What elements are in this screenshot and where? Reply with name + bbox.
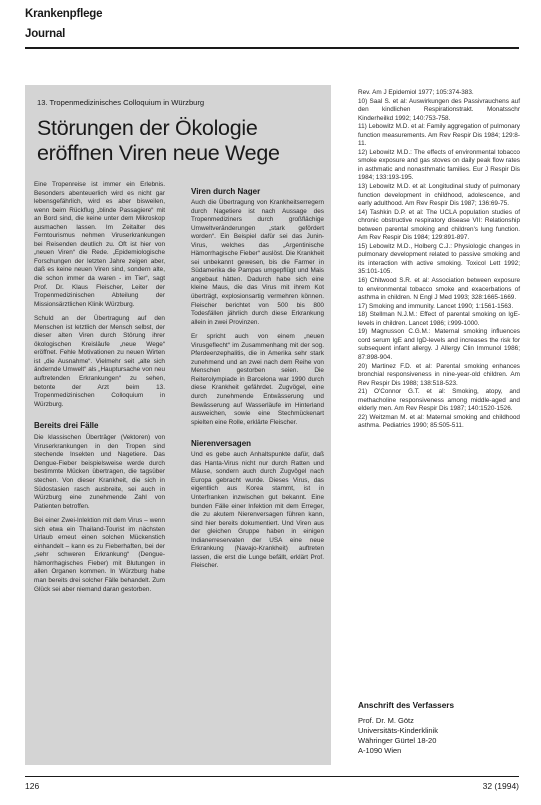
paragraph: Und es gebe auch Anhaltspunkte dafür, daß das Hanta-Virus nicht nur durch Ratten und Mäuse, sondern auch durch Zugvögel nach Europa gebracht wurde. Dieses Virus, das eigentlich aus Korea stammt, ist in Unterfranken inzwischen gut bekannt. Eine bunden Fälle einer Infektion mit dem Erreger, die zu akutem Nierenversagen führen kann, sind hier bereits dokumentiert. Und Viren aus der gleichen Gruppe haben in einigen Indianerreservaten der USA eine neue Erkrankung (Navajo-Krankheit) auftreten lassen, die erst die Lunge befällt, erklärt Prof. Fleischer. (191, 451, 324, 570)
paragraph: Die klassischen Überträger (Vektoren) von Viruserkrankungen in den Tropen sind stechende Insekten und Nagetiere. Das Dengue-Fieber beispielsweise werde durch bestimmte Mücken übertragen, die tagsüber stechen. Von dieser Krankheit, die sich in Südostasien rasch ausbreite, sei auch in Würzburg eine zunehmende Zahl von Patienten betroffen. (34, 434, 165, 510)
article-column-2 (191, 187, 324, 577)
reference-item: 21) O'Connor G.T. et al: Smoking, atopy, and methacholine responsiveness among middle-aged and elderly men. Am Rev Respir Dis 1987; 140:1520-1526. (358, 388, 520, 413)
footer-rule (25, 776, 519, 777)
reference-item: 11) Lebowitz M.D. et al: Family aggregation of pulmonary function measurements. Am Rev Respir Dis 1984; 129:8-11. (358, 123, 520, 148)
reference-item: 10) Saal S. et al: Auswirkungen des Passivrauchens auf den kindlichen Respirationstrakt. Monatsschr Kinderheilkd 1992; 140:753-758. (358, 97, 520, 122)
reference-item: 14) Tashkin D.P. et al: The UCLA population studies of chronic obstructive respiratory disease VII: Relationship between parental smoking and children's lung function. Am Rev Respir Dis 1984; 129:891-897. (358, 208, 520, 242)
author-city: A-1090 Wien (358, 746, 402, 755)
paragraph: Eine Tropenreise ist immer ein Erlebnis. Besonders abenteuerlich wird es nicht gar lebensgefährlich, wird es aber bisweilen, wenn beim Rückflug „blinde Passagiere“ mit an Bord sind, die keine unter dem Mikroskop ausmachen lassen. Im Zeitalter des Ferntourismus nehmen Viruserkrankungen bei Reisenden deutlich zu. Oft ist hier von „neuen Viren“ die Rede. „Epidemiologische Forschungen der letzten Jahre zeigen aber, daß es keine neuen Viren sind, sondern alte, die schon immer da waren - im Tier“, sagt Prof. Dr. Klaus Fleischer, Leiter der Tropenmedizinischen Abteilung der Missionsärztlichen Klinik Würzburg. (34, 181, 165, 308)
paragraph: Schuld an der Übertragung auf den Menschen ist letztlich der Mensch selbst, der dieser alten Viren durch Störung ihrer ökologischen Kreisläufe „neue Wege“ eröffnet. Fehle Motivationen zu neuen Wirten ist „die Ausnahme“. Vielmehr seit „alte sich ändernde Umwelt“ als „Hauptursache von neu auftretenden Erkrankungen“ zu sehen, betonte der Arzt beim 13. Tropenmedizinischen Colloquium in Würzburg. (34, 315, 165, 408)
reference-item: 20) Martinez F.D. et al: Parental smoking enhances bronchial responsiveness in nine-year-old children. Am Rev Respir Dis 1988; 138:518-523. (358, 362, 520, 387)
author-institution: Universitäts-Kinderklinik (358, 726, 439, 735)
author-street: Währinger Gürtel 18-20 (358, 736, 437, 745)
author-address-heading: Anschrift des Verfassers (358, 701, 455, 710)
volume-year: 32 (1994) (482, 781, 519, 791)
article-title: Störungen der Ökologie eröffnen Viren neue Wege (37, 116, 280, 165)
article-kicker: 13. Tropenmedizinisches Colloquium in Würzburg (37, 98, 205, 107)
reference-item: 13) Lebowitz M.D. et al: Longitudinal study of pulmonary function development in childhood, adolescence, and early adulthood. Am Rev Respir Dis 1987; 136:69-75. (358, 183, 520, 208)
article-column-1 (34, 181, 165, 600)
reference-item: 18) Stellman N.J.M.: Effect of parental smoking on IgE-levels in children. Lancet 1986; i:999-1000. (358, 311, 520, 327)
reference-item: 22) Weitzman M. et al: Maternal smoking and childhood asthma. Pediatrics 1990; 85:505-511. (358, 413, 520, 430)
paragraph: Bei einer Zwei-Inlektion mit dem Virus – wenn sich etwa ein Thailand-Tourist im nächsten Urlaub erneut einen solchen Mückenstich einhandelt – kann es zu Fieberhaften, bei der „sehr schweren Erkrankung“ (Dengue-hämorrhagisches Fieber) mit Blutungen in allen Organen kommen. In Würzburg habe man bereits drei solcher Fälle behandelt. Zum Glück sei aber niemand daran gestorben. (34, 517, 165, 593)
subheading: Viren durch Nager (191, 187, 261, 196)
subheading: Nierenversagen (191, 439, 252, 449)
journal-label: Journal (25, 28, 66, 40)
reference-item: Rev. Am J Epidemiol 1977; 105:374-383. (358, 89, 474, 96)
paragraph: Er spricht auch von einem „neuen Virusgeflecht“ im Zusammenhang mit der sog. Pferdeenzephalitis, die in Amerika sehr stark zunehmend und an zwei nach dem Reihe von Menschen gestorben seien. Die Reiterolympiade in Barcelona war 1990 durch diese Krankheit gefährdet. Zugvögel, eine durch zunehmende Entwässerung und Bewässerung auf Wasserläufe im Hinterland ausweichen, sowie eine Stechmückenart spielten eine Rolle, erklärte Fleischer. (191, 333, 324, 426)
author-address (358, 716, 438, 756)
page-number: 126 (25, 781, 40, 791)
section-title: Krankenpflege (25, 8, 103, 20)
header-rule (25, 47, 519, 49)
author-name: Prof. Dr. M. Götz (358, 716, 414, 725)
reference-item: 19) Magnusson C.G.M.: Maternal smoking influences cord serum IgE and IgD-levels and increases the risk for subsequent infant allergy. J Allergy Clin Immunol 1986; 87:898-904. (358, 328, 520, 361)
reference-item: 17) Smoking and immunity. Lancet 1990; 1:1561-1563. (358, 302, 514, 310)
paragraph: Auch die Übertragung von Krankheitserregern durch Nagetiere ist nach Aussage des Tropenmediziners durch großflächige Umweltveränderungen „stark gefördert worden“. Ein Beispiel dafür sei das Junin-Virus, welches das „Argentinische Hämorrhagische Fieber“ auslöst. Die Krankheit sei unbekannt gewesen, bis die Farmer in Südamerika die Pampas umgepflügt und Mais angebaut hätten. Dadurch habe sich eine kleine Maus, die das Virus mit ihrem Kot überträgt, explosionsartig vermehren können. Fleischer berichtet von 500 bis 800 Todesfällen jährlich durch diese Erkrankung allein in zwei Provinzen. (191, 199, 324, 326)
reference-item: 15) Lebowitz M.D., Holberg C.J.: Physiologic changes in pulmonary development related to passive smoking and its interaction with active smoking. Toxicol Lett 1992; 35:101-105. (358, 242, 520, 276)
reference-item: 16) Chitwood S.R. et al: Association between exposure to environmental tobacco smoke and exacerbations of asthma in children. N Engl J Med 1993; 328:1665-1669. (358, 277, 520, 302)
subheading: Bereits drei Fälle (34, 421, 99, 431)
reference-list (358, 89, 520, 431)
reference-item: 12) Lebowitz M.D.: The effects of environmental tobacco smoke exposure and gas stoves on daily peak flow rates in asthmatic and nonasthmatic families. Eur J Respir Dis 1984; 133:193-195. (358, 148, 520, 182)
